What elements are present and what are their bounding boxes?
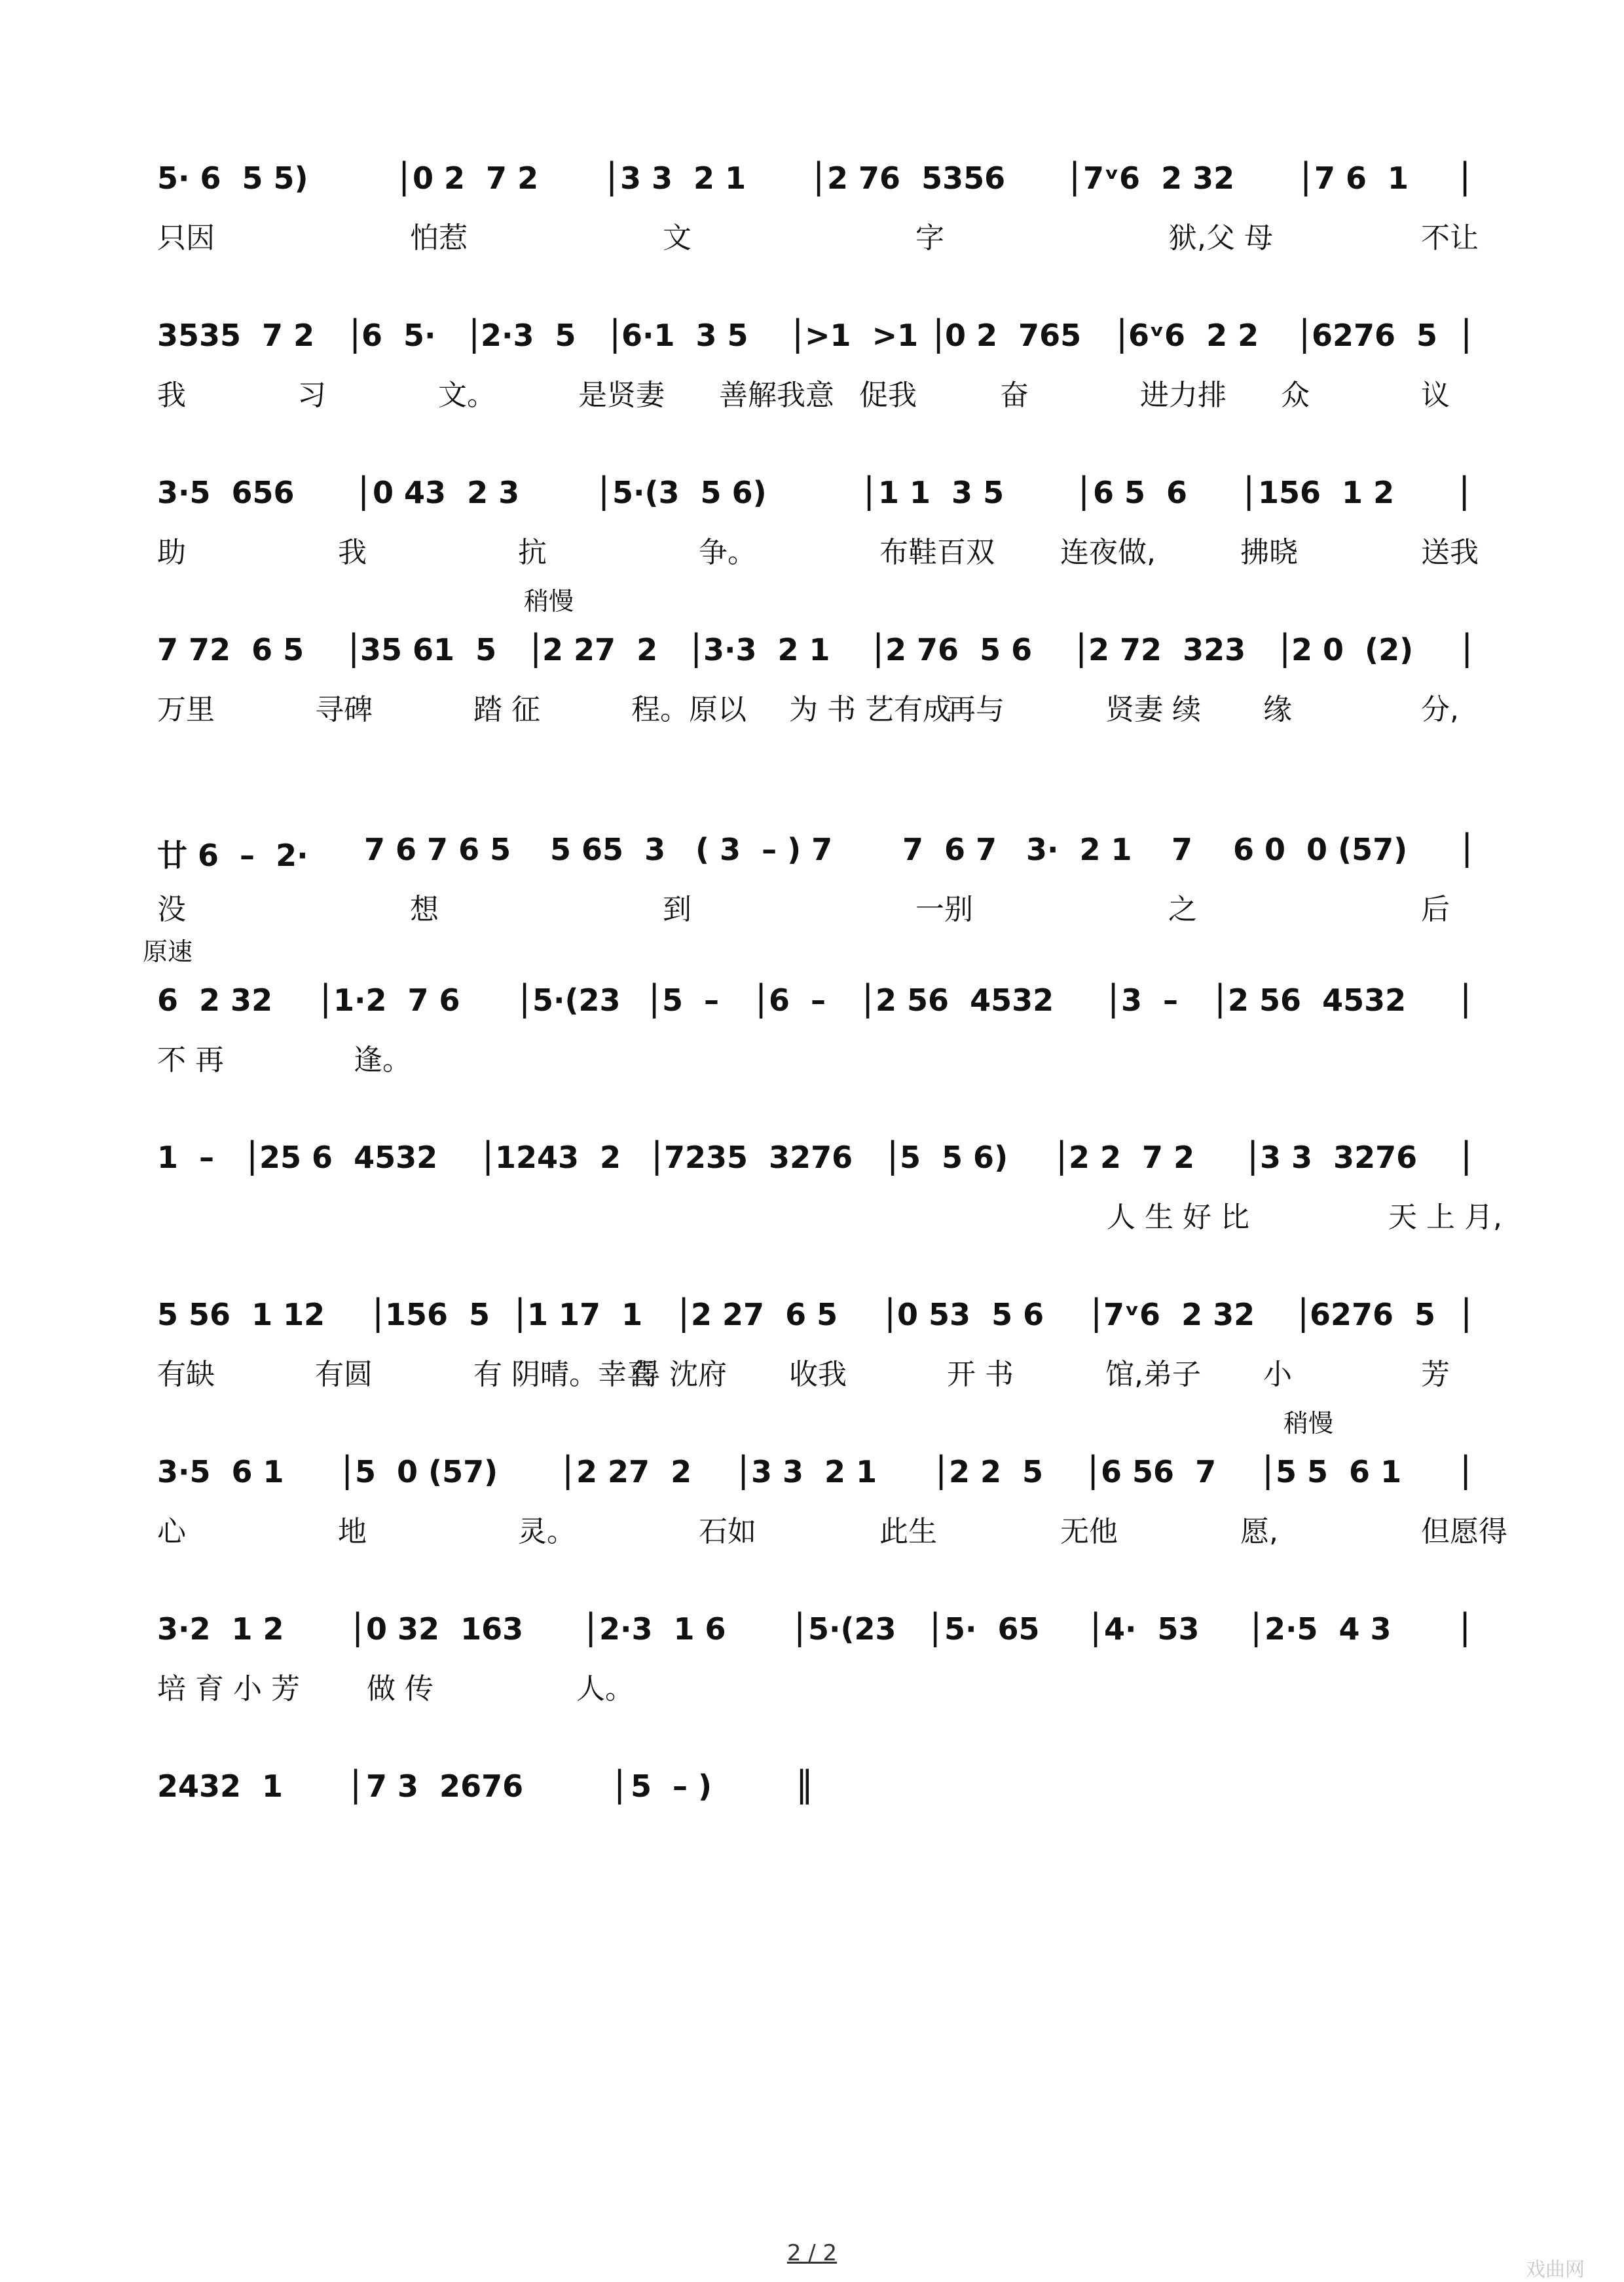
barline: | — [519, 977, 531, 1019]
note-group: 3 3 3276 — [1260, 1140, 1418, 1175]
lyric-syllables: 助 — [157, 536, 186, 569]
lyric-syllables: 狱,父 母 — [1168, 221, 1273, 255]
barline: | — [1069, 155, 1081, 196]
lyric-syllables: 连夜做, — [1060, 536, 1156, 569]
note-group: 3535 7 2 — [157, 318, 315, 353]
note-group: ( 3 – ) 7 — [695, 832, 833, 867]
note-group: 7 — [1172, 832, 1193, 867]
notation-line — [0, 1284, 1624, 1343]
barline: | — [468, 312, 481, 354]
barline: | — [932, 312, 945, 354]
tempo-marking: 稍慢 — [524, 587, 574, 616]
lyric-syllables: 石如 — [699, 1515, 756, 1548]
barline: | — [737, 1449, 750, 1490]
note-group: 5·(23 — [808, 1611, 896, 1647]
barline: | — [1250, 1606, 1263, 1647]
note-group: 2·5 4 3 — [1264, 1611, 1392, 1647]
barline: | — [1243, 470, 1255, 511]
barline: | — [530, 627, 542, 668]
staff-system — [0, 147, 1624, 265]
notation-line — [0, 1441, 1624, 1500]
lyric-line — [0, 529, 1624, 574]
note-group: 0 32 163 — [366, 1611, 524, 1647]
barline: | — [1461, 627, 1473, 668]
note-group: 6 56 7 — [1101, 1454, 1217, 1489]
note-group: 6 – — [769, 982, 826, 1018]
lyric-syllables: 抗 — [518, 536, 547, 569]
notation-line — [0, 305, 1624, 364]
lyric-syllables: 后 — [1421, 893, 1450, 926]
barline: | — [1460, 1134, 1473, 1176]
barline: | — [1090, 1606, 1102, 1647]
barline: | — [887, 1134, 899, 1176]
note-group: 3· 2 1 — [1026, 832, 1132, 867]
note-group: 5 65 3 — [550, 832, 666, 867]
lyric-syllables: 寻碑 — [315, 693, 373, 726]
lyric-syllables: 分, — [1421, 693, 1459, 726]
note-group: 3 – — [1121, 982, 1179, 1018]
lyric-syllables: 进力排 — [1140, 379, 1227, 412]
lyric-syllables: 开 书 — [947, 1358, 1014, 1391]
staff-system — [0, 819, 1624, 937]
lyric-syllables: 送我 — [1421, 536, 1479, 569]
note-group: 7ᵛ6 2 32 — [1083, 160, 1235, 196]
staff-system — [0, 1284, 1624, 1402]
barline: | — [1460, 1292, 1473, 1333]
lyric-syllables: 有缺 — [157, 1358, 215, 1391]
lyric-syllables: 没 — [157, 893, 186, 926]
barline: | — [614, 1763, 626, 1805]
lyric-syllables: 我 — [157, 379, 186, 412]
barline: | — [1262, 1449, 1274, 1490]
note-group: 3·5 656 — [157, 475, 295, 510]
lyric-syllables: 缘 — [1263, 693, 1292, 726]
tempo-marking: 原速 — [143, 937, 193, 966]
note-group: 5· 65 — [944, 1611, 1040, 1647]
lyric-line — [0, 1822, 1624, 1868]
lyric-syllables: 善解我意 — [719, 379, 834, 412]
lyric-syllables: 愿, — [1240, 1515, 1278, 1548]
note-group: 5 0 (57) — [355, 1454, 498, 1489]
lyric-syllables: 无他 — [1060, 1515, 1118, 1548]
lyric-syllables: 只因 — [157, 221, 215, 255]
lyric-syllables: 文。 — [438, 379, 496, 412]
note-group: 2 27 2 — [542, 632, 658, 667]
note-group: 6 0 0 (57) — [1233, 832, 1408, 867]
note-group: 6276 5 — [1310, 1297, 1436, 1332]
note-group: 6 2 32 — [157, 982, 273, 1018]
barline: | — [648, 977, 661, 1019]
barline: | — [1214, 977, 1227, 1019]
notation-line — [0, 147, 1624, 206]
note-group: 25 6 4532 — [259, 1140, 438, 1175]
notation-line — [0, 1598, 1624, 1657]
note-group: 3 3 2 1 — [620, 160, 747, 196]
note-group: 2 76 5356 — [827, 160, 1006, 196]
note-group: 廿 6 – 2· — [157, 838, 308, 873]
note-group: 1243 2 — [495, 1140, 621, 1175]
barline: | — [1300, 155, 1312, 196]
note-group: 5 5 6) — [900, 1140, 1008, 1175]
barline: | — [350, 1763, 362, 1805]
notation-line — [0, 462, 1624, 521]
barline: | — [398, 155, 411, 196]
barline: | — [1056, 1134, 1068, 1176]
barline: | — [1460, 1449, 1472, 1490]
lyric-syllables: 为 书 艺有成 — [789, 693, 951, 726]
note-group: 5 56 1 12 — [157, 1297, 325, 1332]
notation-line — [0, 969, 1624, 1028]
barline: | — [884, 1292, 896, 1333]
barline: | — [1090, 1292, 1103, 1333]
barline: | — [246, 1134, 259, 1176]
lyric-syllables: 踏 征 — [473, 693, 540, 726]
lyric-syllables: 有 阴晴。幸喜 — [473, 1358, 655, 1391]
note-group: 7 72 6 5 — [157, 632, 304, 667]
final-barline: ‖ — [796, 1763, 813, 1805]
note-group: 5·(23 — [532, 982, 621, 1018]
lyric-syllables: 馆,弟子 — [1105, 1358, 1201, 1391]
note-group: 6·1 3 5 — [621, 318, 748, 353]
note-group: 5 – ) — [631, 1768, 712, 1804]
barline: | — [348, 627, 360, 668]
barline: | — [1279, 627, 1291, 668]
lyric-syllables: 我 — [338, 536, 367, 569]
note-group: 2·3 5 — [481, 318, 576, 353]
note-group: 2 2 5 — [949, 1454, 1044, 1489]
barline: | — [1461, 827, 1473, 868]
lyric-syllables: 此生 — [879, 1515, 937, 1548]
barline: | — [792, 312, 804, 354]
barline: | — [352, 1606, 364, 1647]
lyric-syllables: 人。 — [576, 1672, 634, 1706]
staff-system — [0, 462, 1624, 580]
watermark: 戏曲网 — [1526, 2258, 1585, 2281]
barline: | — [609, 312, 621, 354]
page-number-text: 2 / 2 — [786, 2240, 838, 2266]
barline: | — [755, 977, 767, 1019]
note-group: 0 2 765 — [945, 318, 1082, 353]
staff-system — [0, 587, 1624, 737]
lyric-syllables: 习 — [297, 379, 326, 412]
note-group: 6276 5 — [1312, 318, 1438, 353]
barline: | — [1458, 470, 1471, 511]
lyric-line — [0, 214, 1624, 260]
lyric-syllables: 奋 — [1000, 379, 1029, 412]
note-group: 2 76 5 6 — [885, 632, 1033, 667]
barline: | — [1460, 977, 1472, 1019]
note-group: 6ᵛ6 2 2 — [1128, 318, 1259, 353]
barline: | — [1299, 312, 1311, 354]
notation-line — [0, 819, 1624, 878]
note-group: 6 5 6 — [1093, 475, 1188, 510]
note-group: 2 27 6 5 — [691, 1297, 838, 1332]
lyric-syllables: 地 — [338, 1515, 367, 1548]
lyric-syllables: 收我 — [789, 1358, 847, 1391]
lyric-syllables: 议 — [1421, 379, 1450, 412]
barline: | — [651, 1134, 663, 1176]
barline: | — [690, 627, 703, 668]
lyric-syllables: 小 — [1263, 1358, 1292, 1391]
barline: | — [341, 1449, 354, 1490]
barline: | — [794, 1606, 806, 1647]
lyric-line — [0, 1036, 1624, 1082]
barline: | — [1460, 312, 1473, 354]
note-group: 2 72 323 — [1088, 632, 1246, 667]
lyric-syllables: 程。原以 — [631, 693, 747, 726]
lyric-syllables: 灵。 — [518, 1515, 576, 1548]
barline: | — [1078, 470, 1090, 511]
lyric-syllables: 拂晓 — [1240, 536, 1298, 569]
note-group: 0 43 2 3 — [373, 475, 520, 510]
barline: | — [1107, 977, 1120, 1019]
lyric-syllables: 促我 — [859, 379, 917, 412]
barline: | — [358, 470, 370, 511]
lyric-syllables: 有圆 — [315, 1358, 373, 1391]
note-group: 5·(3 5 6) — [612, 475, 767, 510]
barline: | — [1087, 1449, 1099, 1490]
note-group: 2 56 4532 — [1228, 982, 1407, 1018]
note-group: 2 0 (2) — [1291, 632, 1414, 667]
note-group: 1 17 1 — [527, 1297, 643, 1332]
lyric-line — [0, 686, 1624, 732]
lyric-syllables: 再与 — [947, 693, 1005, 726]
barline: | — [872, 627, 885, 668]
note-group: 5 5 6 1 — [1276, 1454, 1402, 1489]
note-group: 3·5 6 1 — [157, 1454, 284, 1489]
lyric-line — [0, 1665, 1624, 1711]
staff-system — [0, 1127, 1624, 1244]
barline: | — [585, 1606, 597, 1647]
lyric-syllables: 争。 — [699, 536, 756, 569]
lyric-syllables: 贤妻 续 — [1105, 693, 1201, 726]
barline: | — [935, 1449, 948, 1490]
notation-line — [0, 619, 1624, 678]
note-group: 1 – — [157, 1140, 215, 1175]
barline: | — [1075, 627, 1088, 668]
staff-system — [0, 1409, 1624, 1559]
note-group: 6 5· — [361, 318, 436, 353]
note-group: 2 27 2 — [576, 1454, 692, 1489]
note-group: 2432 1 — [157, 1768, 284, 1804]
note-group: 7235 3276 — [664, 1140, 853, 1175]
note-group: 0 2 7 2 — [413, 160, 539, 196]
lyric-syllables: 逢。 — [354, 1043, 411, 1077]
lyric-syllables: 培 育 小 芳 — [157, 1672, 300, 1706]
lyric-syllables: 万里 — [157, 693, 215, 726]
note-group: 0 53 5 6 — [897, 1297, 1044, 1332]
lyric-syllables: 之 — [1168, 893, 1197, 926]
barline: | — [1459, 1606, 1471, 1647]
notation-line — [0, 1127, 1624, 1186]
lyric-syllables: 心 — [157, 1515, 186, 1548]
lyric-syllables: 是贤妻 — [578, 379, 665, 412]
note-group: 7 6 7 — [902, 832, 997, 867]
lyric-syllables: 到 — [663, 893, 692, 926]
page-number — [0, 2240, 1624, 2266]
lyric-syllables: 字 — [915, 221, 944, 255]
lyric-syllables: 想 — [410, 893, 439, 926]
note-group: 7 6 7 6 5 — [364, 832, 511, 867]
note-group: 3 3 2 1 — [751, 1454, 877, 1489]
note-group: 4· 53 — [1104, 1611, 1200, 1647]
barline: | — [349, 312, 361, 354]
note-group: 156 5 — [385, 1297, 490, 1332]
barline: | — [1297, 1292, 1310, 1333]
barline: | — [1247, 1134, 1259, 1176]
notation-line — [0, 1755, 1624, 1814]
lyric-syllables: 天 上 月, — [1388, 1201, 1502, 1234]
lyric-syllables: 怕惹 — [410, 221, 468, 255]
lyric-syllables: 文 — [663, 221, 692, 255]
barline: | — [320, 977, 332, 1019]
barline: | — [598, 470, 610, 511]
barline: | — [863, 470, 876, 511]
barline: | — [862, 977, 874, 1019]
lyric-syllables: 不 再 — [157, 1043, 224, 1077]
lyric-syllables: 众 — [1281, 379, 1310, 412]
note-group: 7ᵛ6 2 32 — [1103, 1297, 1255, 1332]
barline: | — [678, 1292, 690, 1333]
note-group: 35 61 5 — [360, 632, 497, 667]
staff-system — [0, 305, 1624, 422]
barline: | — [606, 155, 618, 196]
note-group: 2 2 7 2 — [1069, 1140, 1195, 1175]
note-group: 156 1 2 — [1258, 475, 1395, 510]
lyric-syllables: 一别 — [915, 893, 973, 926]
lyric-line — [0, 886, 1624, 931]
lyric-line — [0, 1193, 1624, 1239]
lyric-syllables: 得 沈府 — [631, 1358, 727, 1391]
note-group: 5 – — [662, 982, 720, 1018]
note-group: 2 56 4532 — [876, 982, 1054, 1018]
note-group: 2·3 1 6 — [599, 1611, 726, 1647]
staff-system — [0, 1598, 1624, 1716]
barline: | — [482, 1134, 494, 1176]
staff-system — [0, 937, 1624, 1087]
lyric-line — [0, 1351, 1624, 1396]
barline: | — [514, 1292, 526, 1333]
lyric-syllables: 做 传 — [367, 1672, 434, 1706]
lyric-syllables: 布鞋百双 — [879, 536, 995, 569]
tempo-marking: 稍慢 — [1283, 1409, 1334, 1438]
lyric-syllables: 芳 — [1421, 1358, 1450, 1391]
note-group: 3·2 1 2 — [157, 1611, 284, 1647]
lyric-line — [0, 1508, 1624, 1554]
note-group: 1 1 3 5 — [878, 475, 1005, 510]
lyric-syllables: 不让 — [1421, 221, 1479, 255]
barline: | — [372, 1292, 384, 1333]
note-group: 7 3 2676 — [366, 1768, 524, 1804]
barline: | — [562, 1449, 574, 1490]
note-group: 7 6 1 — [1314, 160, 1409, 196]
barline: | — [1116, 312, 1128, 354]
lyric-line — [0, 371, 1624, 417]
lyric-syllables: 但愿得 — [1421, 1515, 1507, 1548]
barline: | — [929, 1606, 942, 1647]
note-group: 5· 6 5 5) — [157, 160, 308, 196]
lyric-syllables: 人 生 好 比 — [1107, 1201, 1249, 1234]
barline: | — [813, 155, 825, 196]
note-group: >1 >1 — [805, 318, 919, 353]
barline: | — [1459, 155, 1471, 196]
note-group: 1·2 7 6 — [333, 982, 460, 1018]
staff-system — [0, 1755, 1624, 1873]
note-group: 3·3 2 1 — [703, 632, 830, 667]
